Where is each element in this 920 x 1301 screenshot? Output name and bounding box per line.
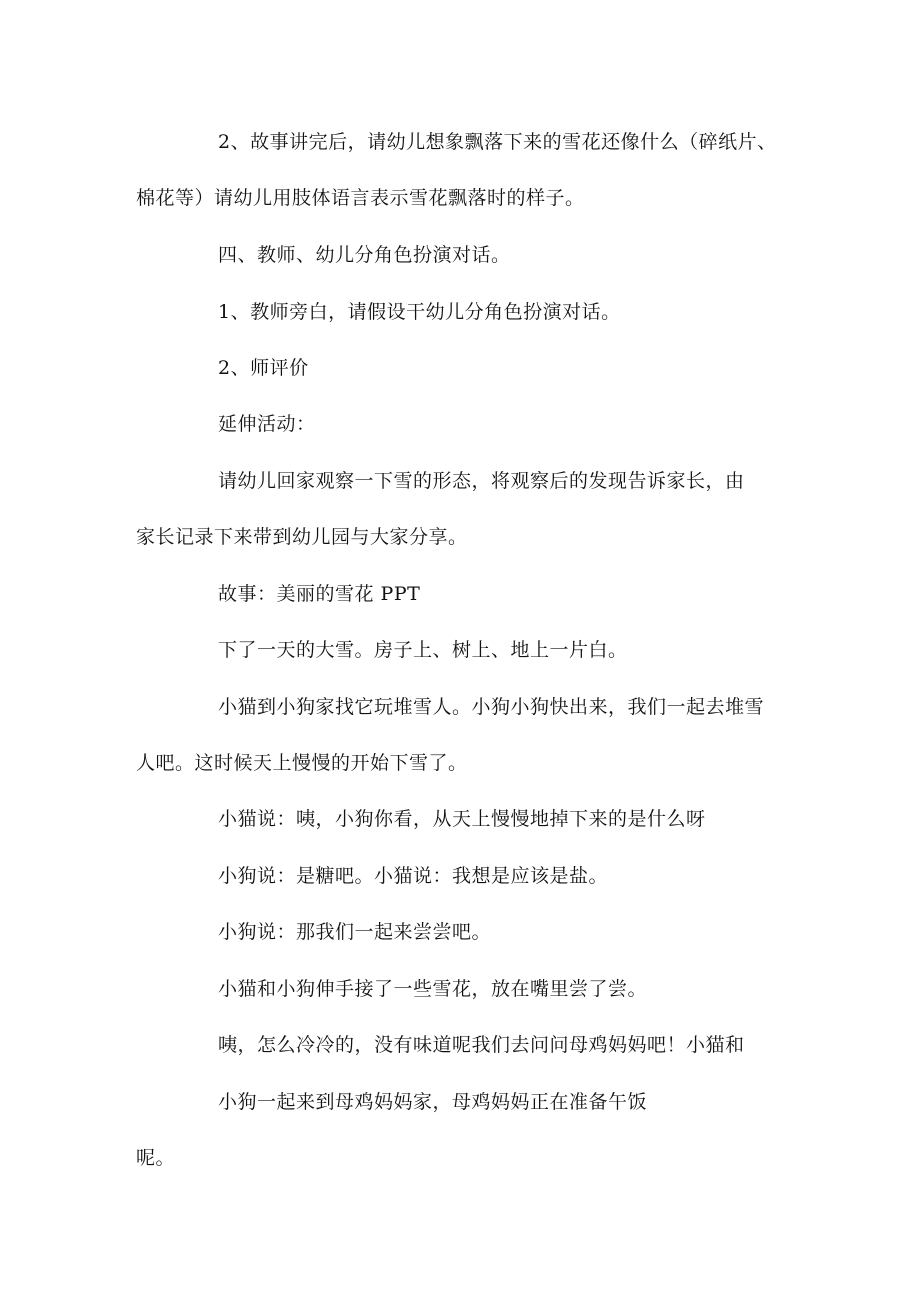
paragraph-line: 小猫和小狗伸手接了一些雪花，放在嘴里尝了尝。 xyxy=(218,978,648,1000)
paragraph-line: 请幼儿回家观察一下雪的形态，将观察后的发现告诉家长，由 xyxy=(218,470,745,492)
paragraph-line: 小猫到小狗家找它玩堆雪人。小狗小狗快出来，我们一起去堆雪 xyxy=(218,696,765,718)
paragraph-line: 下了一天的大雪。房子上、树上、地上一片白。 xyxy=(218,639,628,661)
paragraph-line: 家长记录下来带到幼儿园与大家分享。 xyxy=(136,526,468,548)
section-heading: 延伸活动： xyxy=(218,413,316,435)
paragraph-line: 小狗说：是糖吧。小猫说：我想是应该是盐。 xyxy=(218,865,609,887)
paragraph-line: 呢。 xyxy=(136,1147,176,1169)
paragraph-line: 1、教师旁白，请假设干幼儿分角色扮演对话。 xyxy=(218,301,621,323)
paragraph-line: 咦，怎么冷冷的，没有味道呢我们去问问母鸡妈妈吧！小猫和 xyxy=(218,1034,745,1056)
story-title: 故事：美丽的雪花 PPT xyxy=(218,583,421,605)
paragraph-line: 2、师评价 xyxy=(218,357,309,379)
paragraph-line: 小猫说：咦，小狗你看，从天上慢慢地掉下来的是什么呀 xyxy=(218,808,706,830)
paragraph-line: 棉花等）请幼儿用肢体语言表示雪花飘落时的样子。 xyxy=(136,187,585,209)
paragraph-line: 小狗一起来到母鸡妈妈家，母鸡妈妈正在准备午饭 xyxy=(218,1091,648,1113)
paragraph-line: 2、故事讲完后，请幼儿想象飘落下来的雪花还像什么（碎纸片、 xyxy=(218,131,777,153)
paragraph-line: 人吧。这时候天上慢慢的开始下雪了。 xyxy=(136,752,468,774)
paragraph-line: 小狗说：那我们一起来尝尝吧。 xyxy=(218,921,492,943)
section-heading: 四、教师、幼儿分角色扮演对话。 xyxy=(218,244,511,266)
